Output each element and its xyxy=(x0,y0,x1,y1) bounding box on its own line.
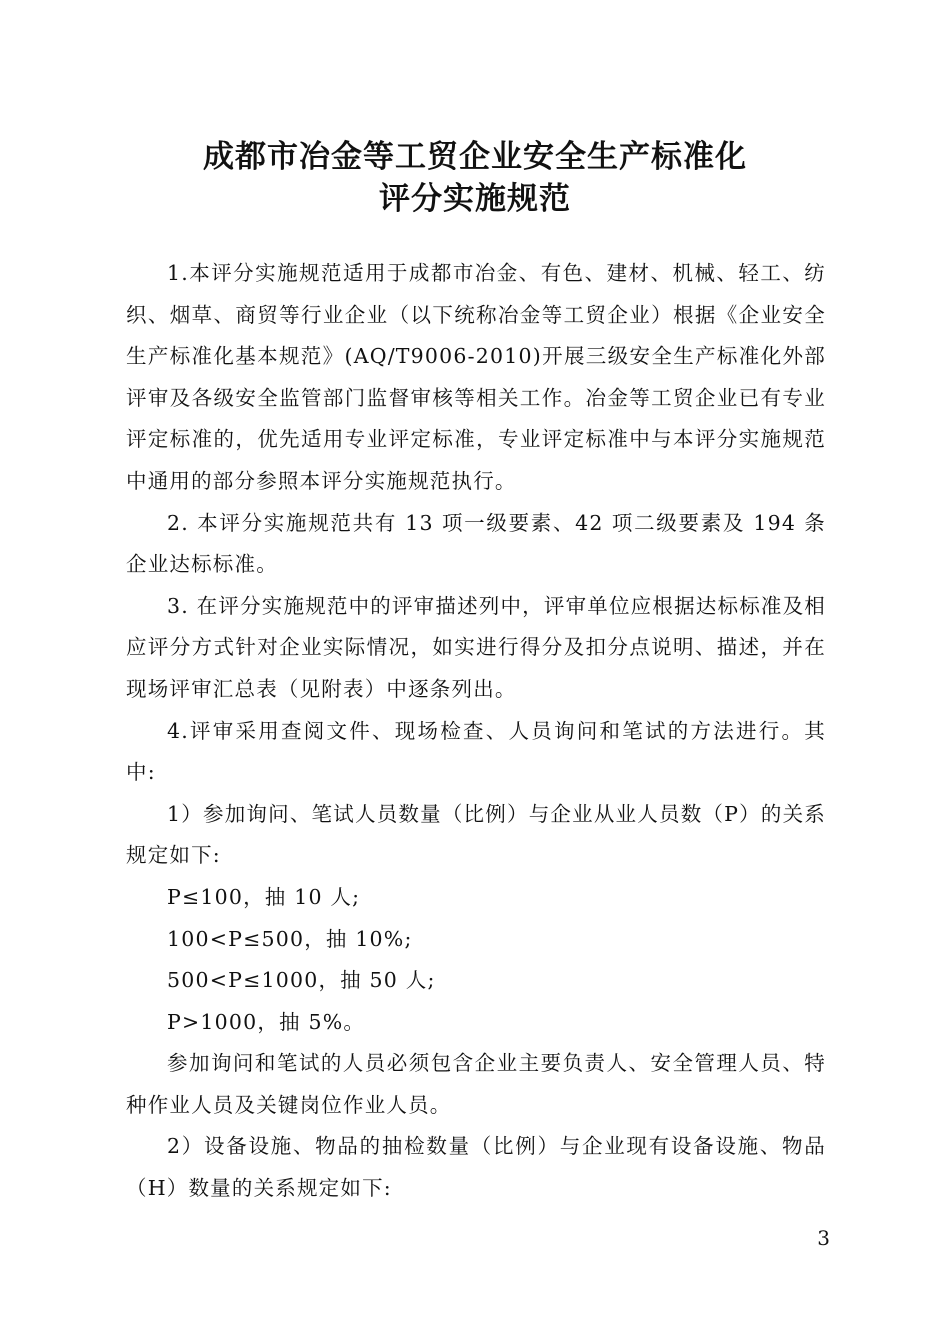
paragraph-interview-quota: 1）参加询问、笔试人员数量（比例）与企业从业人员数（P）的关系规定如下: xyxy=(126,801,826,868)
quota-rule-1: P≤100，抽 10 人; xyxy=(167,884,361,909)
document-title-line-2: 评分实施规范 xyxy=(379,181,571,217)
paragraph-elements-count: 2. 本评分实施规范共有 13 项一级要素、42 项二级要素及 194 条企业达标标准。 xyxy=(126,510,826,577)
paragraph-review-methods: 4.评审采用查阅文件、现场检查、人员询问和笔试的方法进行。其中: xyxy=(126,718,826,785)
quota-rule-4: P>1000，抽 5%。 xyxy=(167,1009,366,1034)
quota-rule-3: 500<P≤1000，抽 50 人; xyxy=(167,968,436,993)
quota-rule-2: 100<P≤500，抽 10%; xyxy=(167,926,413,951)
paragraph-scope: 1.本评分实施规范适用于成都市冶金、有色、建材、机械、轻工、纺织、烟草、商贸等行业企业（以下统称冶金等工贸企业）根据《企业安全生产标准化基本规范》(AQ/T9006-2010)开展三级安全生产标准化外部评审及各级安全监管部门监督审核等相关工作。冶金等工贸企业已有专业评定标准的，优先适用专业评定标准，专业评定标准中与本评分实施规范中通用的部分参照本评分实施规范执行。 xyxy=(126,261,826,493)
paragraph-review-description: 3. 在评分实施规范中的评审描述列中，评审单位应根据达标标准及相应评分方式针对企业实际情况，如实进行得分及扣分点说明、描述，并在现场评审汇总表（见附表）中逐条列出。 xyxy=(126,593,826,701)
paragraph-equipment-quota: 2）设备设施、物品的抽检数量（比例）与企业现有设备设施、物品（H）数量的关系规定如下: xyxy=(126,1134,826,1201)
document-title-line-1: 成都市冶金等工贸企业安全生产标准化 xyxy=(203,139,747,175)
page-number: 3 xyxy=(817,1226,830,1250)
paragraph-required-personnel: 参加询问和笔试的人员必须包含企业主要负责人、安全管理人员、特种作业人员及关键岗位作业人员。 xyxy=(126,1051,826,1117)
document-body xyxy=(126,253,826,1210)
